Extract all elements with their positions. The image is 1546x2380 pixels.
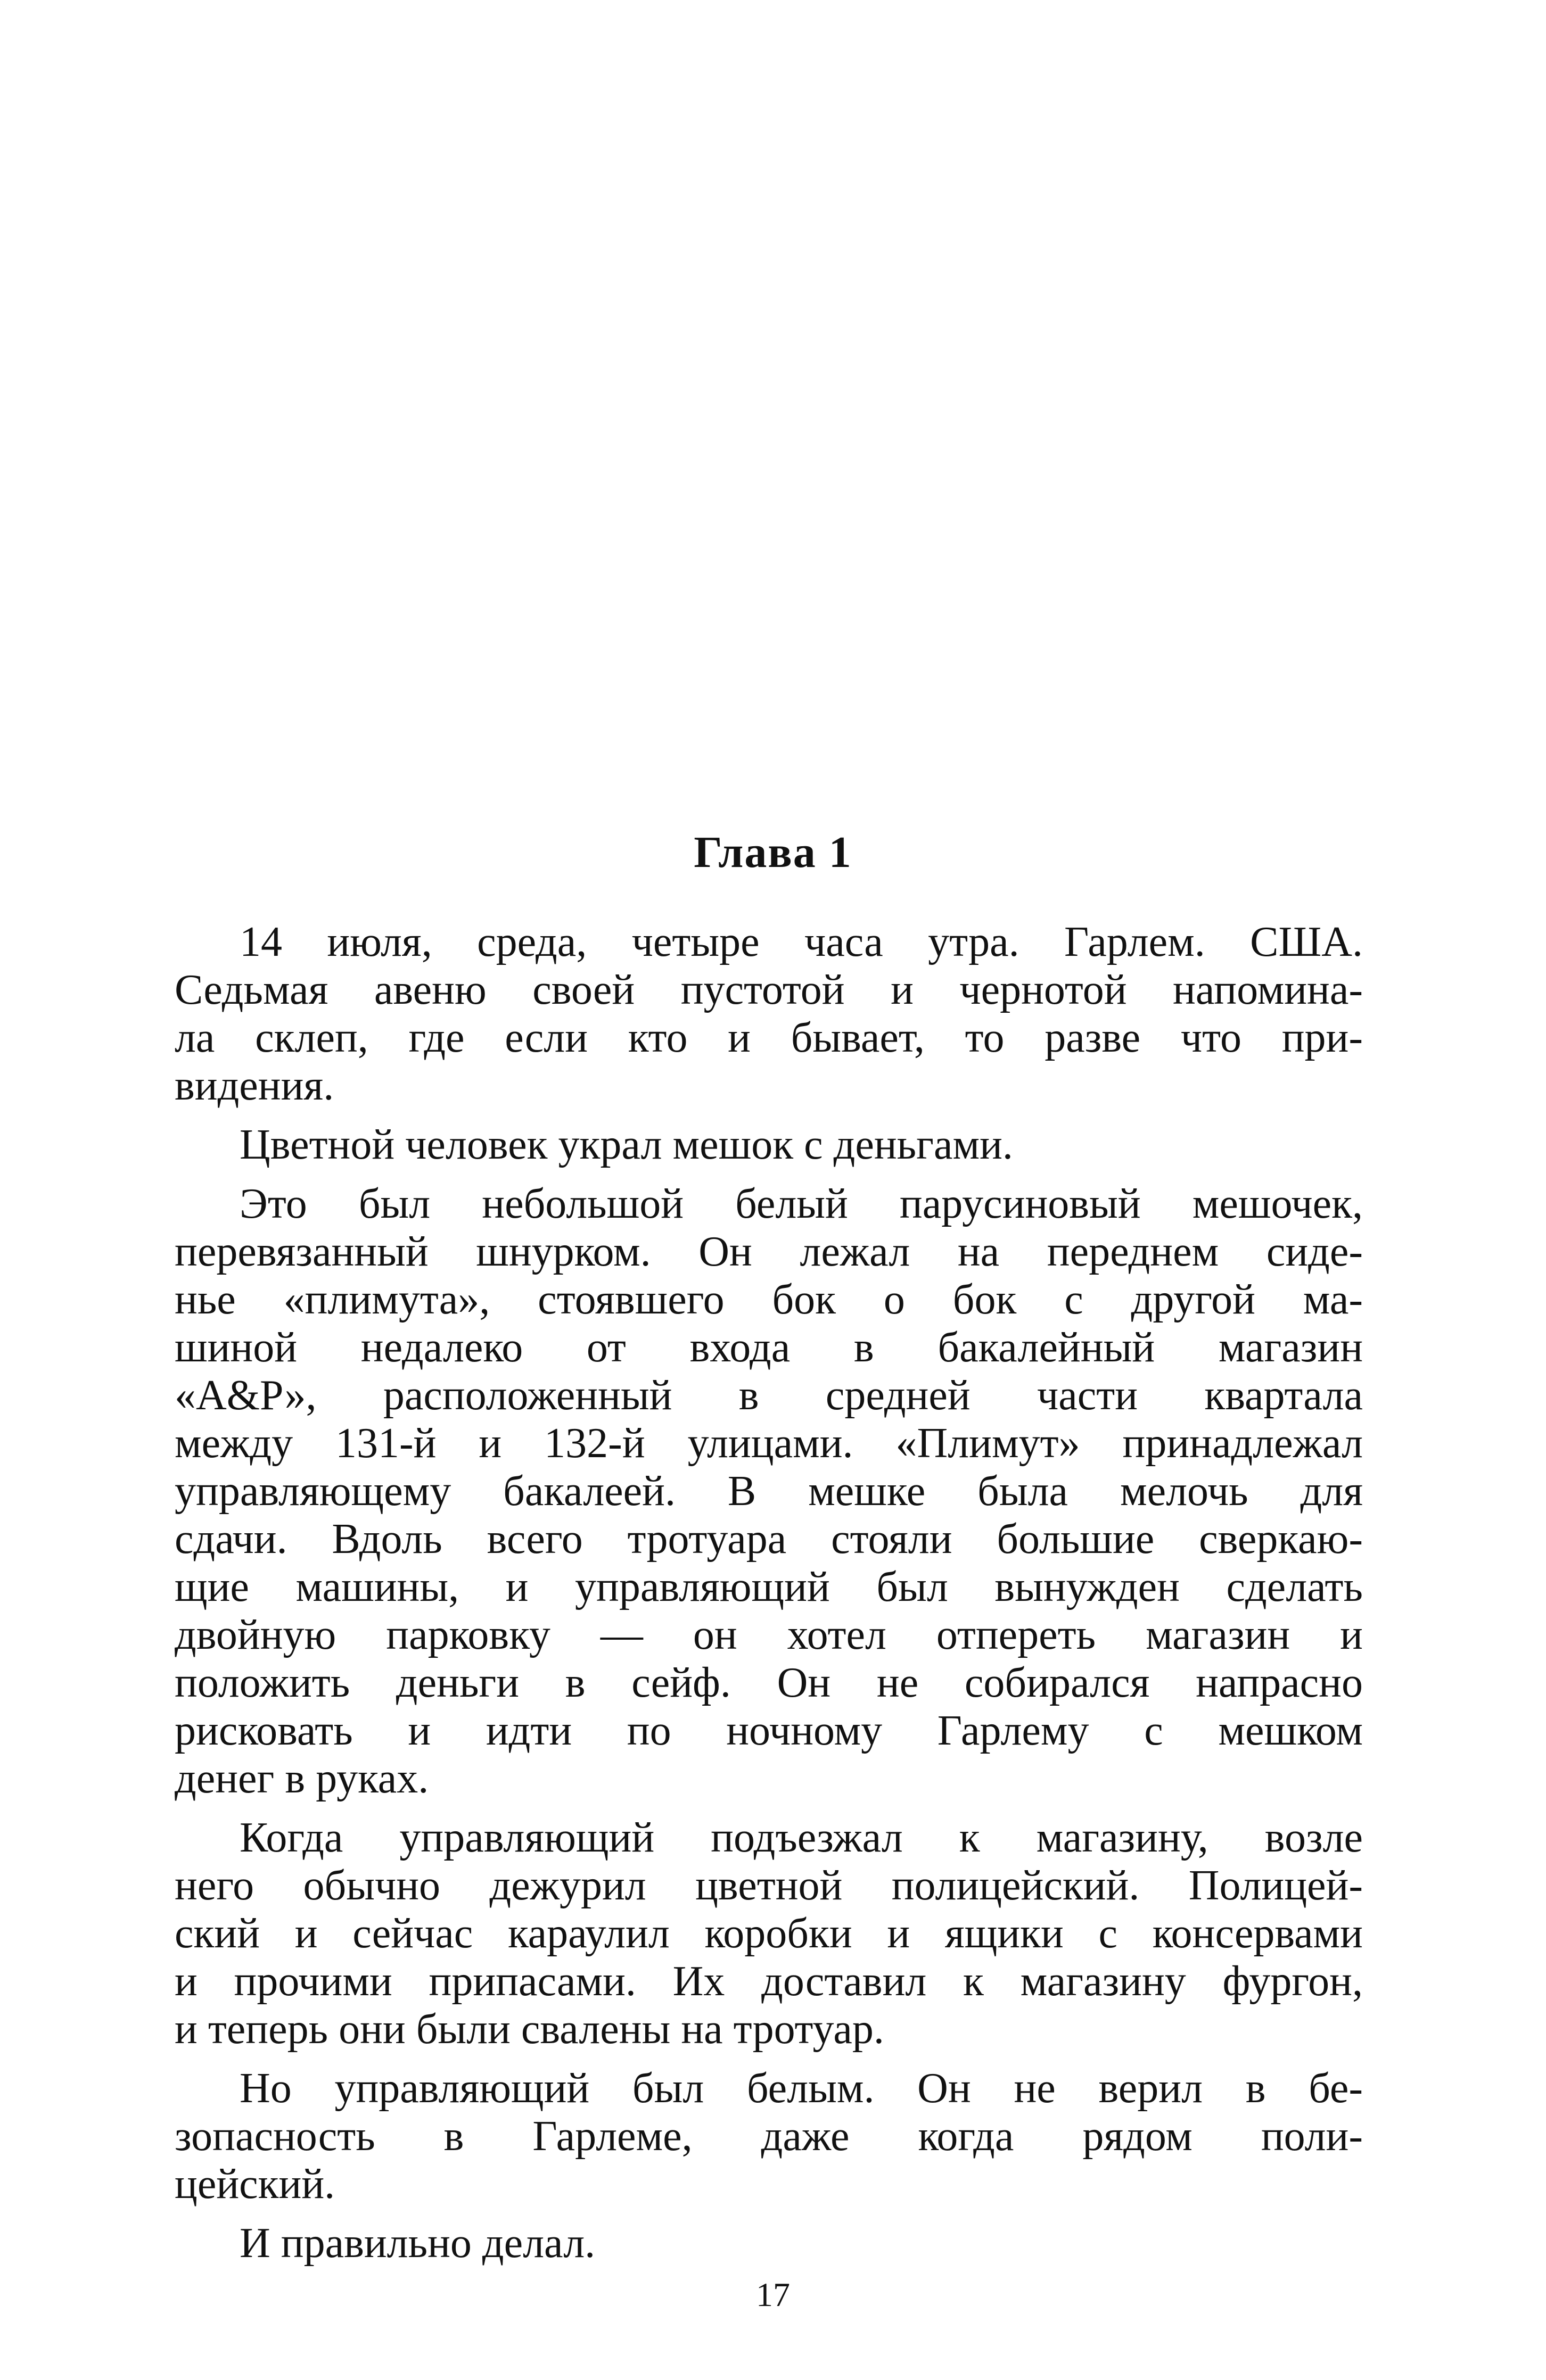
text-line: видения. [175, 1062, 334, 1109]
chapter-title: Глава 1 [694, 828, 852, 877]
text-line: рисковать и идти по ночному Гарлему с мешком [175, 1707, 1363, 1754]
text-line: ский и сейчас караулил коробки и ящики с консервами [175, 1910, 1363, 1957]
text-line: двойную парковку — он хотел отпереть магазин и [175, 1612, 1363, 1658]
text-line: зопасность в Гарлеме, даже когда рядом поли- [175, 2113, 1363, 2160]
text-line: И правильно делал. [240, 2220, 596, 2267]
text-line: управляющему бакалеей. В мешке была мелочь для [175, 1468, 1363, 1515]
text-line: Цветной человек украл мешок с деньгами. [240, 1121, 1013, 1168]
text-line: Это был небольшой белый парусиновый мешочек, [240, 1180, 1363, 1227]
text-line: него обычно дежурил цветной полицейский. Полицей- [175, 1862, 1363, 1909]
text-line: перевязанный шнурком. Он лежал на переднем сиде- [175, 1228, 1363, 1275]
text-line: «А&Р», расположенный в средней части квартала [175, 1372, 1363, 1419]
page-number: 17 [756, 2276, 790, 2313]
paragraph [175, 2219, 1363, 2267]
text-line: щие машины, и управляющий был вынужден сделать [175, 1564, 1363, 1610]
paragraph [175, 2064, 1363, 2208]
text-line: Но управляющий был белым. Он не верил в бе- [240, 2065, 1363, 2112]
text-line: Когда управляющий подъезжал к магазину, возле [240, 1814, 1363, 1861]
text-line: между 131-й и 132-й улицами. «Плимут» принадлежал [175, 1420, 1363, 1467]
text-line: 14 июля, среда, четыре часа утра. Гарлем. США. [240, 919, 1363, 965]
text-line: и теперь они были свалены на тротуар. [175, 2006, 884, 2053]
text-line: сдачи. Вдоль всего тротуара стояли большие сверкаю- [175, 1516, 1363, 1563]
paragraph [175, 1180, 1363, 1803]
text-line: цейский. [175, 2161, 335, 2208]
body-text [175, 918, 1363, 2278]
text-line: положить деньги в сейф. Он не собирался напрасно [175, 1659, 1363, 1706]
paragraph [175, 1121, 1363, 1169]
text-line: ла склеп, где если кто и бывает, то разве что при- [175, 1014, 1363, 1061]
text-line: денег в руках. [175, 1755, 429, 1802]
text-line: Седьмая авеню своей пустотой и чернотой напомина- [175, 966, 1363, 1013]
paragraph [175, 1814, 1363, 2053]
paragraph [175, 918, 1363, 1110]
text-line: шиной недалеко от входа в бакалейный магазин [175, 1324, 1363, 1371]
text-line: нье «плимута», стоявшего бок о бок с другой ма- [175, 1276, 1363, 1323]
text-line: и прочими припасами. Их доставил к магазину фургон, [175, 1958, 1363, 2005]
